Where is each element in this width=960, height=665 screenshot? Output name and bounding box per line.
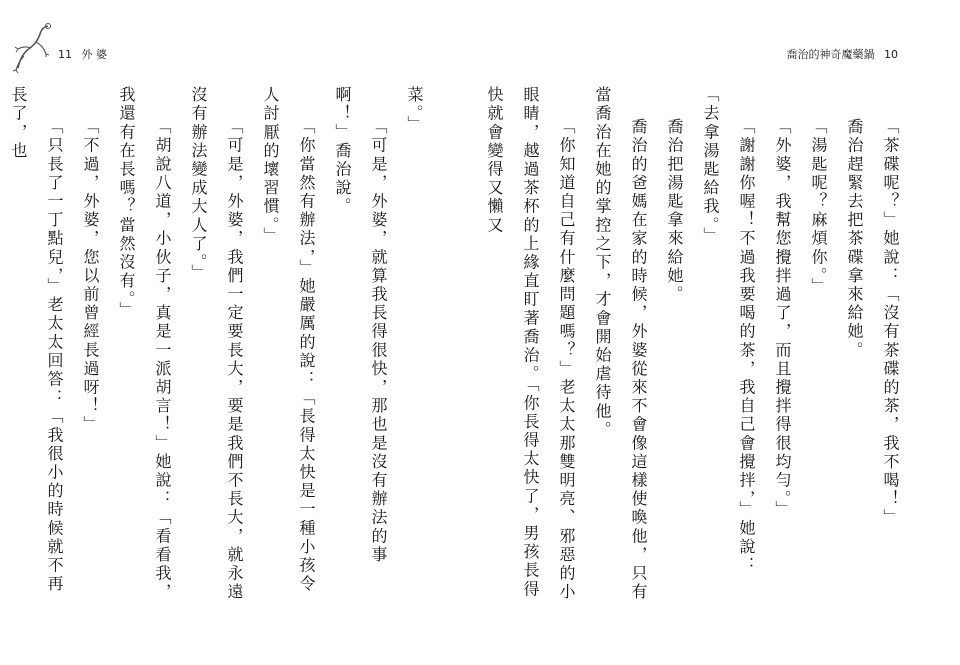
left-paragraph-6: 「不過，外婆，您以前曾經長過呀！」 bbox=[81, 118, 100, 435]
right-paragraph-5: 「謝謝你喔！不過我要喝的茶，我自己會攪拌，」她說：「去拿湯匙給我。」 bbox=[701, 86, 756, 575]
left-running-header bbox=[52, 46, 107, 62]
left-page-number: 11 bbox=[58, 48, 72, 61]
left-paragraph-2: 「可是，外婆，就算我長得很快，那也是沒有辦法的事啊！」喬治說。 bbox=[333, 86, 388, 565]
right-paragraph-6: 喬治把湯匙拿來給她。 bbox=[665, 118, 684, 304]
left-paragraph-7: 「只長了一丁點兒，」老太太回答：「我很小的時候就不再長了，也 bbox=[9, 86, 64, 594]
right-running-header bbox=[787, 46, 905, 62]
right-body-text bbox=[485, 86, 908, 606]
right-paragraph-8: 「你知道自己有什麼問題嗎？」老太太那雙明亮、邪惡的小眼睛，越過茶杯的上緣直盯著喬治。「你長得太快了，男孩長得快就會變得又懶又 bbox=[485, 86, 576, 602]
left-body-text bbox=[9, 86, 432, 606]
right-page-number: 10 bbox=[884, 48, 898, 61]
left-paragraph-3: 「你當然有辦法，」她嚴厲的說：「長得太快是一種小孩令人討厭的壞習慣。」 bbox=[261, 86, 316, 594]
decorative-lizard-illustration bbox=[10, 18, 56, 76]
right-paragraph-3: 「湯匙呢？麻煩你。」 bbox=[809, 118, 828, 296]
left-paragraph-4: 「可是，外婆，我們一定要長大，要是我們不長大，就永遠沒有辦法變成大人了。」 bbox=[189, 86, 244, 602]
book-title: 喬治的神奇魔藥鍋 bbox=[786, 48, 875, 61]
left-paragraph-5: 「胡說八道，小伙子，真是一派胡言！」她說：「看看我，我還有在長嗎？當然沒有。」 bbox=[117, 86, 172, 602]
right-paragraph-7: 喬治的爸媽在家的時候，外婆從來不會像這樣使喚他，只有當喬治在她的掌控之下，才會開始虐待他。 bbox=[593, 86, 648, 602]
right-paragraph-2: 喬治趕緊去把茶碟拿來給她。 bbox=[845, 118, 864, 360]
left-paragraph-1: 菜。」 bbox=[405, 86, 424, 134]
left-section-title: 外 婆 bbox=[81, 48, 107, 61]
right-paragraph-4: 「外婆，我幫您攪拌過了，而且攪拌得很均勻。」 bbox=[773, 118, 792, 520]
right-paragraph-1: 「茶碟呢？」她說：「沒有茶碟的茶，我不喝！」 bbox=[881, 118, 900, 528]
